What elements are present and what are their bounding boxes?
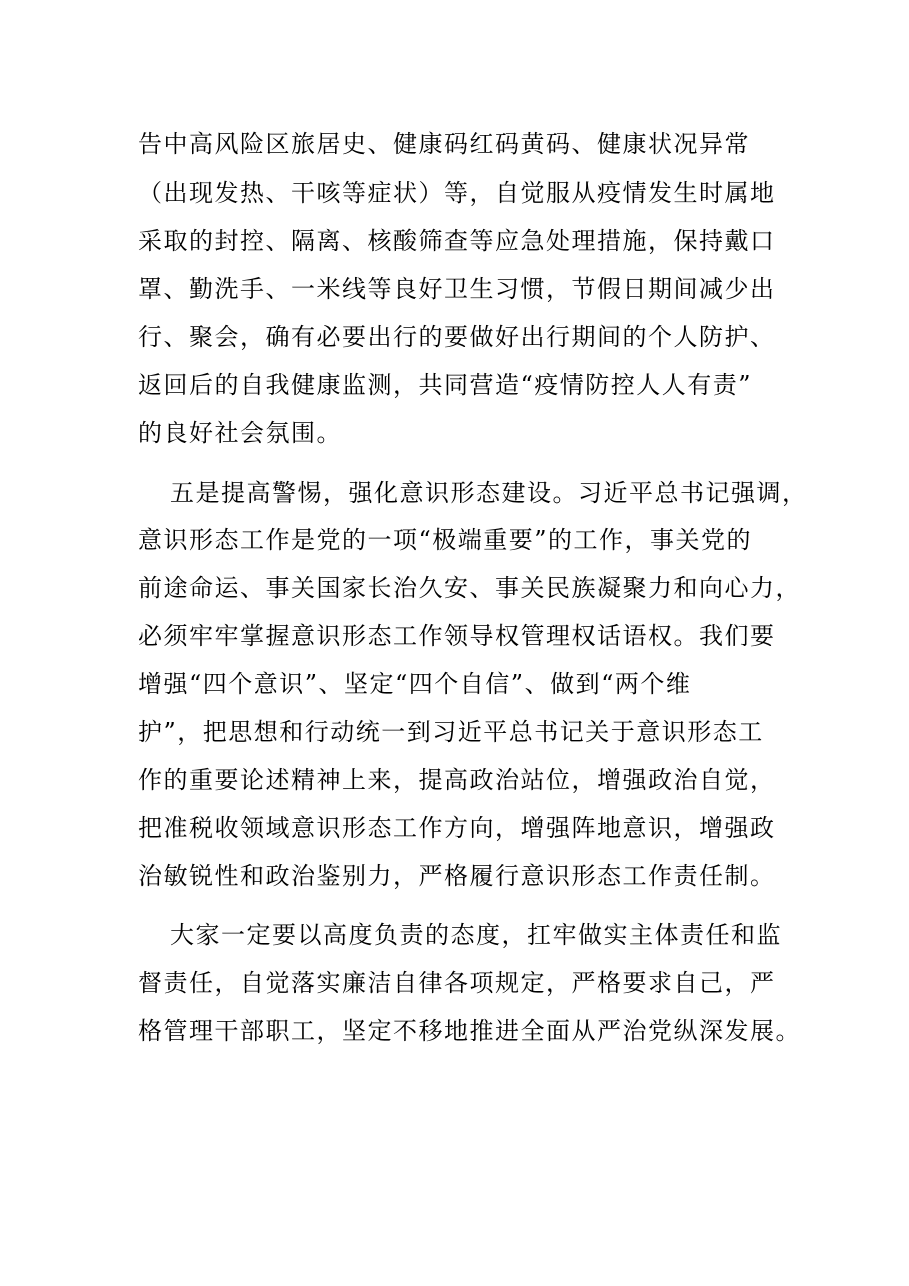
text-line: 罩、勤洗手、一米线等良好卫生习惯，节假日期间减少出 [138,275,776,303]
text-line: 增强“四个意识”、坚定“四个自信”、做到“两个维 [138,670,692,698]
text-line: 的良好社会氛围。 [138,419,342,447]
text-line: 治敏锐性和政治鉴别力，严格履行意识形态工作责任制。 [138,862,776,890]
text-line: 前途命运、事关国家长治久安、事关民族凝聚力和向心力， [138,574,801,602]
text-line: 格管理干部职工，坚定不移地推进全面从严治党纵深发展。 [138,1017,801,1045]
text-line: 护”，把思想和行动统一到习近平总书记关于意识形态工 [138,718,764,746]
text-line: （出现发热、干咳等症状）等，自觉服从疫情发生时属地 [138,179,776,207]
text-line: 采取的封控、隔离、核酸筛查等应急处理措施，保持戴口 [138,227,776,255]
text-line: 必须牢牢掌握意识形态工作领导权管理权话语权。我们要 [138,622,776,650]
text-line: 行、聚会，确有必要出行的要做好出行期间的个人防护、 [138,323,776,351]
text-line-indented: 五是提高警惕，强化意识形态建设。习近平总书记强调， [170,479,808,507]
text-line: 作的重要论述精神上来，提高政治站位，增强政治自觉， [138,766,776,794]
text-line-indented: 大家一定要以高度负责的态度，扛牢做实主体责任和监 [170,921,782,949]
text-line: 督责任，自觉落实廉洁自律各项规定，严格要求自己，严 [138,969,776,997]
text-line: 把准税收领域意识形态工作方向，增强阵地意识，增强政 [138,814,776,842]
text-line: 意识形态工作是党的一项“极端重要”的工作，事关党的 [138,526,753,554]
text-line: 告中高风险区旅居史、健康码红码黄码、健康状况异常 [138,130,750,158]
text-line: 返回后的自我健康监测，共同营造“疫情防控人人有责” [138,371,753,399]
